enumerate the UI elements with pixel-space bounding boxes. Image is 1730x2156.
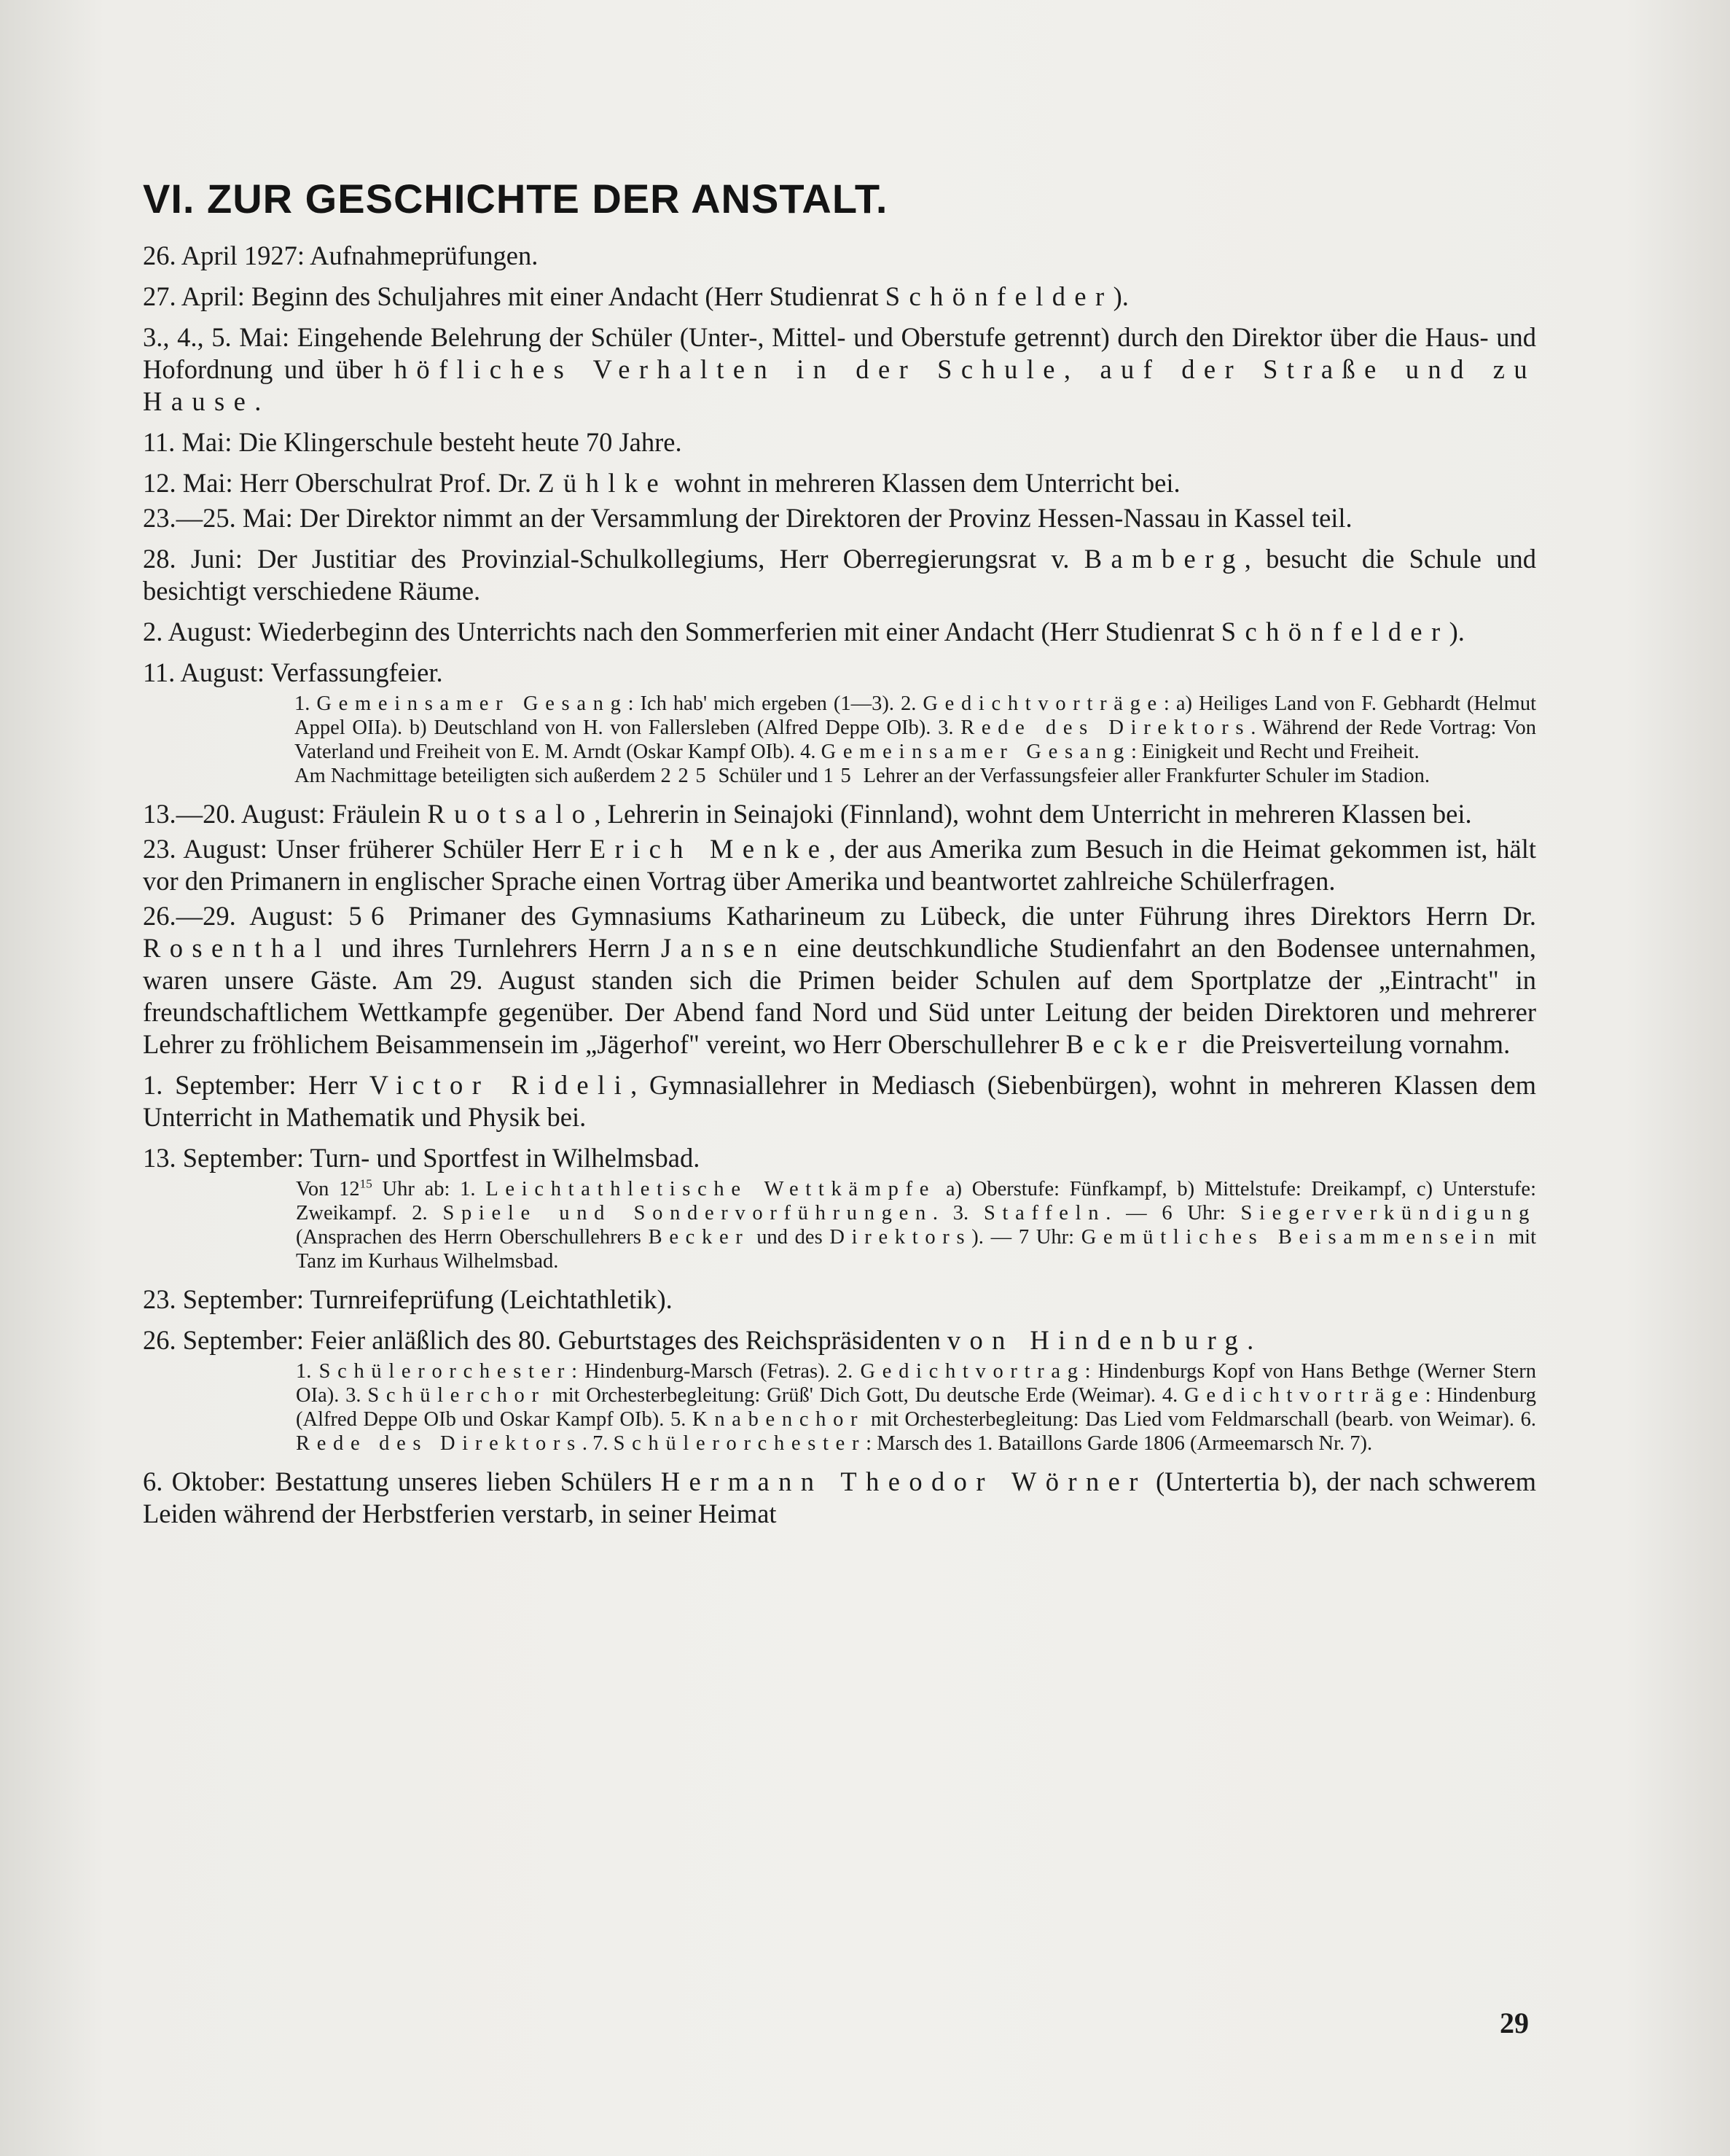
entry-august-2: 2. August: Wiederbeginn des Unterrichts nach den Sommerferien mit einer Andacht (Herr Studienrat Schönfelder). [143,617,1465,647]
note-sportfest-program [296,1177,1536,1273]
note-sportfest-text: Von $12^{15}$ Uhr ab: 1. Leichtathletische Wettkämpfe a) Oberstufe: Fünfkampf, b) Mittelstufe: Dreikampf, c) Unterstufe: Zweikampf. 2. Spiele und Sondervorführungen. 3. Staffeln. — 6 Uhr: Siegerverkündigung (Ansprachen des Herrn Oberschullehrers Becker und des Direktors). — 7 Uhr: Gemütliches Beisammensein mit Tanz im Kurhaus Wilhelmsbad. [296,1176,1537,1273]
document-body [143,175,1536,1539]
note-program-text: 1. Gemeinsamer Gesang: Ich hab' mich ergeben (1—3). 2. Gedichtvorträge: a) Heiliges Land von F. Gebhardt (Helmut Appel OIIa). b) Deutschland von H. von Fallersleben (Alfred Deppe OIb). 3. Rede des Direktors. Während der Rede Vortrag: Von Vaterland und Freiheit von E. M. Arndt (Oskar Kampf OIb). 4. Gemeinsamer Gesang: Einigkeit und Recht und Freiheit. [294,692,1536,763]
entry-april-27: 27. April: Beginn des Schuljahres mit einer Andacht (Herr Studienrat Schönfelder). [143,281,1129,311]
entry-august-13-20: 13.—20. August: Fräulein Ruotsalo, Lehrerin in Seinajoki (Finnland), wohnt dem Unterricht in mehreren Klassen bei. [143,799,1472,829]
page-number: 29 [1500,2007,1529,2039]
entry-may-23-25: 23.—25. Mai: Der Direktor nimmt an der Versammlung der Direktoren der Provinz Hessen-Nassau in Kassel teil. [143,503,1353,533]
entry-may-11: 11. Mai: Die Klingerschule besteht heute 70 Jahre. [143,427,682,457]
note-hindenburg-text: 1. Schülerorchester: Hindenburg-Marsch (Fetras). 2. Gedichtvortrag: Hindenburgs Kopf von Hans Bethge (Werner Stern OIa). 3. Schülerchor mit Orchesterbegleitung: Grüß' Dich Gott, Du deutsche Erde (Weimar). 4. Gedichtvorträge: Hindenburg (Alfred Deppe OIb und Oskar Kampf OIb). 5. Knabenchor mit Orchesterbegleitung: Das Lied vom Feldmarschall (bearb. von Weimar). 6. Rede des Direktors. 7. Schülerorchester: Marsch des 1. Bataillons Garde 1806 (Armeemarsch Nr. 7). [296,1360,1537,1455]
entry-september-13: 13. September: Turn- und Sportfest in Wilhelmsbad. [143,1143,700,1173]
entry-september-1: 1. September: Herr Victor Rideli, Gymnasiallehrer in Mediasch (Siebenbürgen), wohnt in mehreren Klassen dem Unterricht in Mathematik und Physik bei. [143,1070,1536,1132]
entry-october-6: 6. Oktober: Bestattung unseres lieben Schülers Hermann Theodor Wörner (Untertertia b), der nach schwerem Leiden während der Herbstferien verstarb, in seiner Heimat [143,1466,1536,1528]
section-title: VI. ZUR GESCHICHTE DER ANSTALT. [143,176,888,222]
note-afternoon-text: Am Nachmittage beteiligten sich außerdem 225 Schüler und 15 Lehrer an der Verfassungsfeier aller Frankfurter Schuler im Stadion. [294,765,1430,787]
entry-september-23: 23. September: Turnreifeprüfung (Leichtathletik). [143,1284,673,1314]
entry-april-26: 26. April 1927: Aufnahmeprüfungen. [143,241,539,270]
entry-june-28: 28. Juni: Der Justitiar des Provinzial-Schulkollegiums, Herr Oberregierungsrat v. Bamberg, besucht die Schule und besichtigt verschiedene Räume. [143,544,1536,606]
entry-august-26-29: 26.—29. August: 56 Primaner des Gymnasiums Katharineum zu Lübeck, die unter Führung ihres Direktors Herrn Dr. Rosenthal und ihres Turnlehrers Herrn Jansen eine deutschkundliche Studienfahrt an den Bodensee unternahmen, waren unsere Gäste. Am 29. August standen sich die Primen beider Schulen auf dem Sportplatze der „Eintracht" in freundschaftlichem Wettkampfe gegenüber. Der Abend fand Nord und Süd unter Leitung der beiden Direktoren und mehrerer Lehrer zu fröhlichem Beisammensein im „Jägerhof" vereint, wo Herr Oberschullehrer Becker die Preisverteilung vornahm. [143,901,1536,1059]
note-verfassungsfeier-program [294,692,1536,788]
entry-september-26: 26. September: Feier anläßlich des 80. Geburtstages des Reichspräsidenten von Hindenburg. [143,1325,1254,1355]
entry-august-11: 11. August: Verfassungfeier. [143,657,443,687]
entry-may-3-5: 3., 4., 5. Mai: Eingehende Belehrung der Schüler (Unter-, Mittel- und Oberstufe getrennt) durch den Direktor über die Haus- und Hofordnung und über höfliches Verhalten in der Schule, auf der Straße und zu Hause. [143,322,1537,416]
entry-may-12: 12. Mai: Herr Oberschulrat Prof. Dr. Zühlke wohnt in mehreren Klassen dem Unterricht bei. [143,468,1181,498]
note-hindenburg-program [296,1359,1536,1456]
entry-august-23: 23. August: Unser früherer Schüler Herr Erich Menke, der aus Amerika zum Besuch in die Heimat gekommen ist, hält vor den Primanern in englischer Sprache einen Vortrag über Amerika und beantwortet zahlreiche Schülerfragen. [143,834,1536,896]
